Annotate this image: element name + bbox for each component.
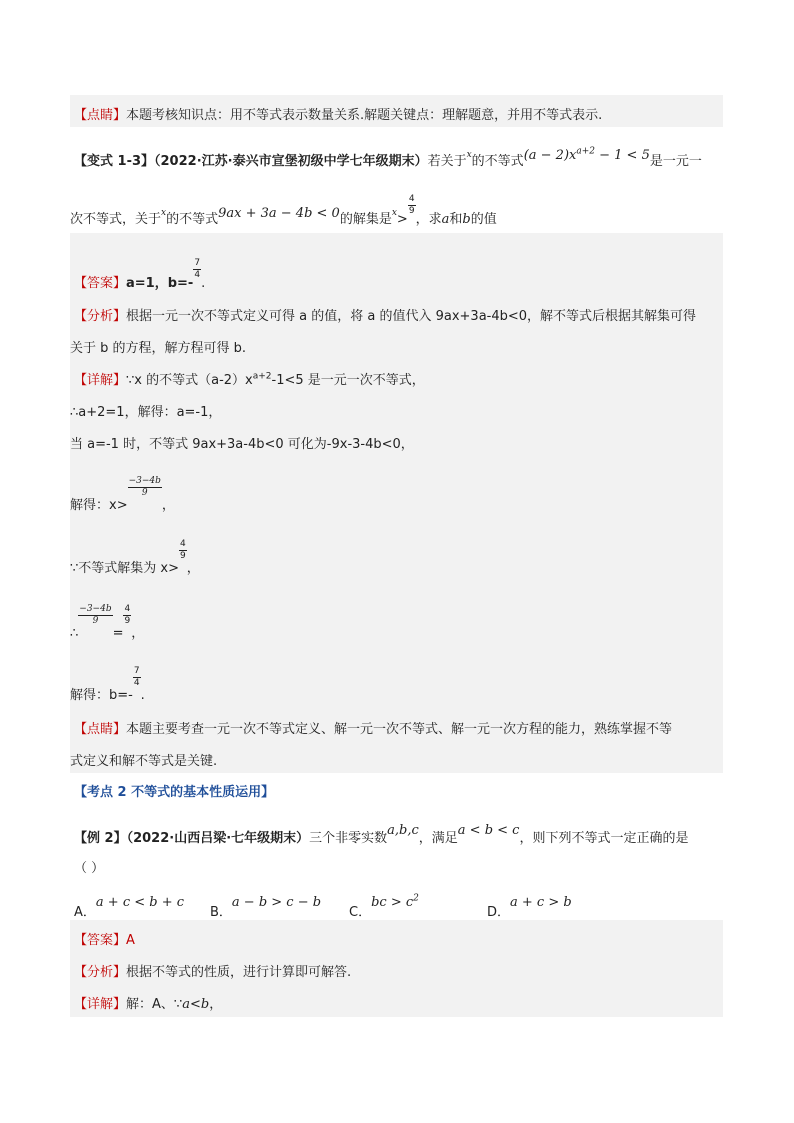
answer-blank: （ ） (74, 861, 105, 876)
detail-text: ∴ (70, 626, 79, 641)
option-label: B． (210, 905, 232, 920)
condition: a < b < c (457, 823, 520, 838)
dianjing-tag: 【点睛】 (74, 108, 127, 123)
variant-tag: 【变式 1-3】 (74, 154, 155, 169)
fraction-7-4: $\frac{7}{4}$ (194, 258, 201, 280)
section-heading: 【考点 2 不等式的基本性质运用】 (74, 785, 275, 800)
lt-sign: < (189, 997, 201, 1012)
dianjing-text: 本题考核知识点：用不等式表示数量关系.解题关键点：理解题意，并用不等式表示. (126, 108, 603, 123)
option-c[interactable] (349, 893, 419, 920)
answer-end: . (201, 276, 206, 291)
analysis-text: 根据不等式的性质，进行计算即可解答. (126, 965, 352, 980)
detail-text: ， (161, 498, 175, 513)
option-label: A． (74, 905, 96, 920)
answer-line (74, 258, 206, 295)
option-label: D． (487, 905, 511, 920)
var-a: a (441, 212, 450, 227)
detail-line1 (74, 369, 425, 388)
var-b: b (462, 212, 471, 227)
example-source: （2022·山西吕梁·七年级期末） (126, 831, 310, 846)
example-tag: 【例 2】 (74, 831, 127, 846)
question-text: 若关于 (427, 154, 467, 169)
detail-line4 (70, 476, 175, 517)
var-x: x (391, 208, 397, 218)
detail-text: -1<5 是一元一次不等式， (271, 373, 425, 388)
question-text: 和 (449, 212, 463, 227)
detail-line6 (70, 604, 145, 645)
dianjing-tag: 【点睛】 (74, 722, 127, 737)
question-text: ，则下列不等式一定正确的是 (519, 831, 689, 846)
example-line2 (74, 857, 104, 876)
option-expr: a + c < b + c (95, 895, 185, 910)
dianjing-text: 本题主要考查一元一次不等式定义、解一元一次不等式、解一元一次方程的能力，熟练掌握不等 (126, 722, 673, 737)
var-x: x (161, 208, 167, 218)
detail-text: . (140, 688, 145, 703)
analysis-text: 关于 b 的方程，解方程可得 b. (70, 341, 247, 356)
detail-text: ∵不等式解集为 x> (70, 561, 179, 576)
question-text: ，满足 (418, 831, 458, 846)
analysis-tag: 【分析】 (74, 965, 127, 980)
question-text: 是一元一 (649, 154, 702, 169)
ex-analysis-line (74, 961, 351, 980)
variant-line1 (74, 146, 702, 169)
answer-text: A (126, 933, 135, 948)
detail-line3 (70, 433, 414, 452)
option-label: C． (349, 905, 372, 920)
answer-tag: 【答案】 (74, 933, 127, 948)
question-text: 的不等式 (471, 154, 524, 169)
detail-text: 当 a=-1 时，不等式 9ax+3a-4b<0 可化为-9x-3-4b<0， (70, 437, 414, 452)
fraction-4-9: $\frac{4}{9}$ (180, 539, 186, 561)
question-text: 次不等式，关于 (70, 212, 162, 227)
detail-text: ， (209, 997, 223, 1012)
analysis-tag: 【分析】 (74, 309, 127, 324)
detail-line7 (70, 666, 145, 707)
analysis-text: 根据一元一次不等式定义可得 a 的值，将 a 的值代入 9ax+3a-4b<0，解不等式后根据其解集可得 (126, 309, 697, 324)
fraction-4-9: $\frac{4}{9}$ (124, 604, 131, 626)
detail-sup: a+2 (252, 371, 272, 382)
fraction-4-9: $\frac{4}{9}$ (408, 194, 415, 216)
detail-line2 (70, 401, 221, 420)
question-text: 三个非零实数 (309, 831, 388, 846)
question-text: 的解集是 (339, 212, 392, 227)
var-x: x (466, 150, 472, 160)
detail-text: 解得：b=- (70, 688, 133, 703)
fraction-expr: $\frac{-3-4b}{9}$ (128, 476, 161, 498)
var-b: b (200, 997, 210, 1012)
detail-text: 解得：x> (70, 498, 128, 513)
analysis-line1 (74, 305, 696, 324)
fraction-7-4: $\frac{7}{4}$ (133, 666, 140, 688)
option-a[interactable] (74, 895, 185, 920)
detail-tag: 【详解】 (74, 373, 127, 388)
dianjing2-line2 (70, 750, 217, 769)
detail-text: ∵x 的不等式（a-2）x (126, 373, 253, 388)
inequality-2: 9ax + 3a − 4b < 0 (218, 206, 340, 221)
ex-answer-line (74, 929, 135, 948)
question-text: 的不等式 (166, 212, 219, 227)
inequality-1: $(a - 2)x^{a+2} - 1 < 5$ (523, 146, 650, 163)
option-expr: a − b > c − b (231, 895, 322, 910)
variant-source: （2022·江苏·泰兴市宣堡初级中学七年级期末） (154, 154, 428, 169)
gt-sign: > (396, 212, 408, 227)
ex-detail-line (74, 993, 222, 1012)
dianjing-text: 式定义和解不等式是关键. (70, 754, 218, 769)
detail-text: 解：A、∵ (126, 997, 183, 1012)
answer-text: a=1，b=- (126, 276, 194, 291)
detail-text: ， (131, 626, 145, 641)
option-expr: a + c > b (510, 895, 572, 910)
vars-abc: a,b,c (387, 823, 419, 838)
analysis-line2 (70, 337, 246, 356)
detail-text: ∴a+2=1，解得：a=-1， (70, 405, 222, 420)
equals-sign: = (112, 626, 124, 641)
dianjing2-line1 (74, 718, 672, 737)
detail-text: ， (186, 561, 200, 576)
dianjing1-line (74, 104, 602, 123)
option-b[interactable] (210, 895, 322, 920)
var-a: a (182, 997, 190, 1012)
detail-line5 (70, 539, 200, 580)
example-line1 (74, 823, 689, 846)
detail-tag: 【详解】 (74, 997, 127, 1012)
answer-tag: 【答案】 (74, 276, 127, 291)
question-text: 的值 (470, 212, 497, 227)
option-expr: bc > $c^2$ (371, 893, 419, 910)
fraction-expr: $\frac{-3-4b}{9}$ (79, 604, 112, 626)
question-text: ，求 (415, 212, 442, 227)
variant-line2 (70, 194, 497, 231)
option-d[interactable] (487, 895, 572, 920)
